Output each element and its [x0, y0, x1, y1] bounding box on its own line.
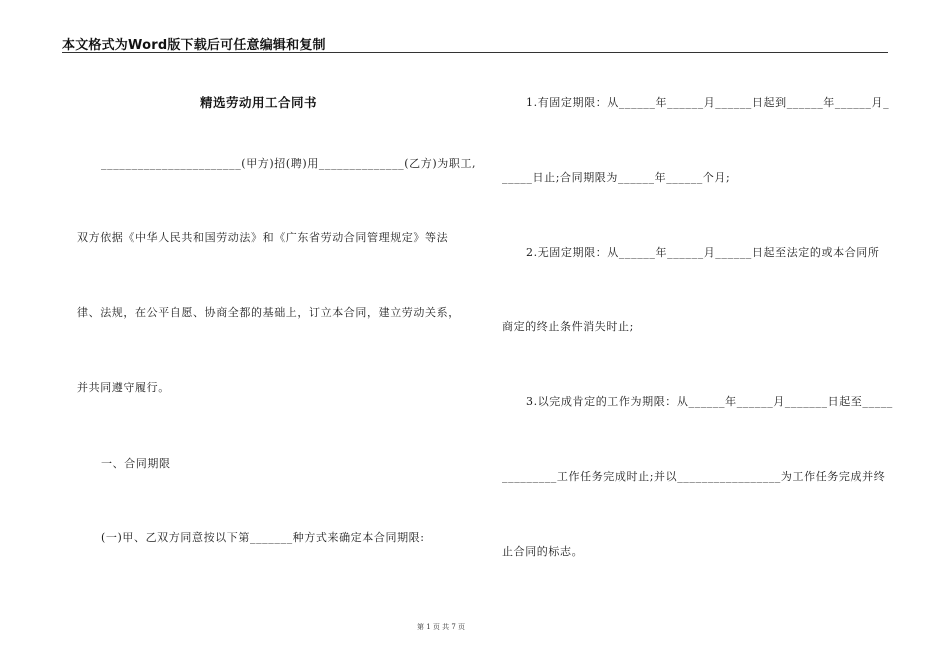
left-paragraph-line-4: 并共同遵守履行。 [77, 381, 170, 394]
right-paragraph-line-3: 2.无固定期限：从______年______月______日起至法定的或本合同所 [526, 246, 880, 259]
left-paragraph-line-3: 律、法规，在公平自愿、协商全都的基础上，订立本合同，建立劳动关系， [77, 306, 460, 319]
right-paragraph-line-4: 商定的终止条件消失时止; [502, 320, 634, 333]
left-paragraph-line-1: _______________________(甲方)招(聘)用______________(乙方)为职工, [101, 157, 477, 170]
left-paragraph-line-2: 双方依据《中华人民共和国劳动法》和《广东省劳动合同管理规定》等法 [77, 231, 449, 244]
left-paragraph-line-6: (一)甲、乙双方同意按以下第_______种方式来确定本合同期限: [101, 531, 425, 544]
right-paragraph-line-2: _____日止;合同期限为______年______个月; [502, 171, 731, 184]
right-paragraph-line-6: _________工作任务完成时止;并以_________________为工作任务完成并终 [502, 470, 886, 483]
right-paragraph-line-1: 1.有固定期限：从______年______月______日起到______年______月_ [526, 96, 890, 109]
document-header: 本文格式为Word版下载后可任意编辑和复制 [62, 38, 326, 53]
page-number: 第 1 页 共 7 页 [416, 623, 466, 631]
right-paragraph-line-5: 3.以完成肯定的工作为期限：从______年______月_______日起至_____ [526, 395, 893, 408]
document-title: 精选劳动用工合同书 [200, 95, 318, 110]
right-paragraph-line-7: 止合同的标志。 [502, 545, 584, 558]
header-divider [62, 52, 888, 53]
section-heading-contract-term: 一、合同期限 [101, 457, 171, 470]
